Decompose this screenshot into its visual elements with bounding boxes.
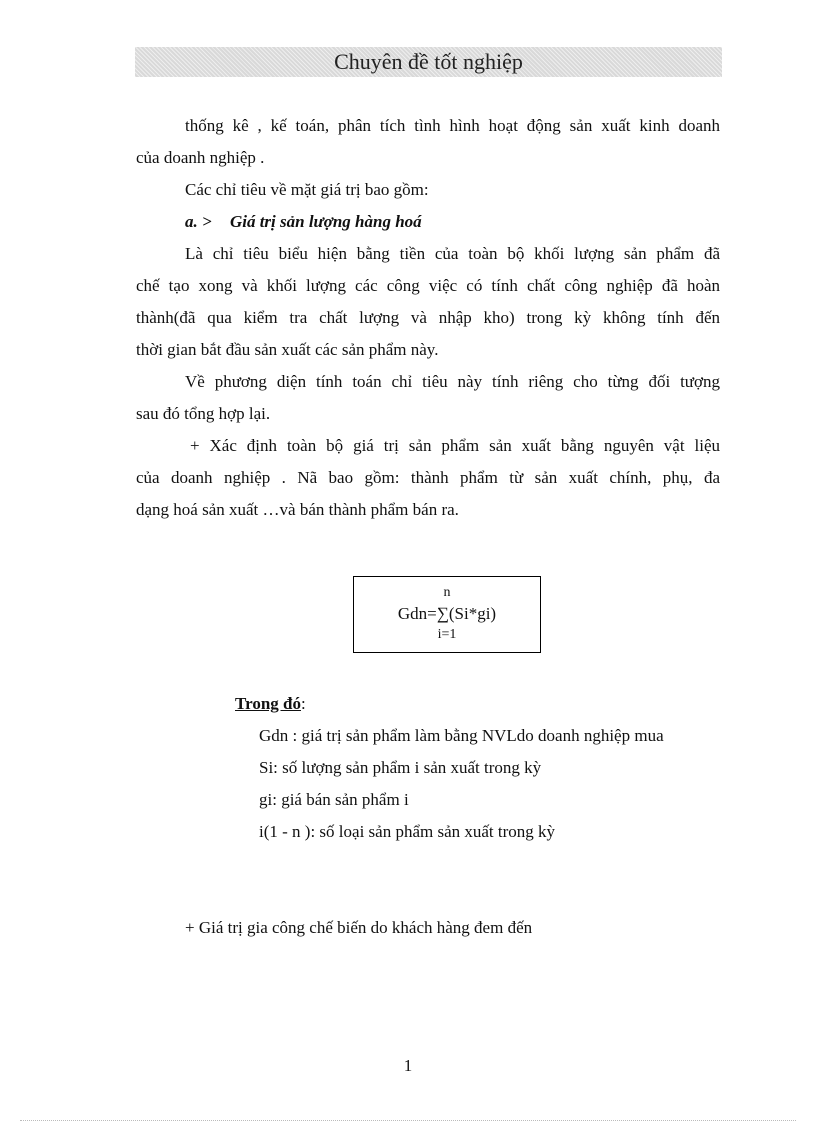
where-label: Trong đó: bbox=[235, 694, 306, 713]
paragraph-line: + Xác định toàn bộ giá trị sản phẩm sản xuất bằng nguyên vật liệu bbox=[190, 436, 720, 455]
heading-prefix: a. > bbox=[185, 212, 212, 231]
formula-box bbox=[353, 576, 541, 653]
paragraph-line: Các chỉ tiêu về mặt giá trị bao gồm: bbox=[185, 180, 429, 199]
paragraph-line: dạng hoá sản xuất …và bán thành phẩm bán ra. bbox=[136, 500, 459, 519]
definition-item: Si: số lượng sản phẩm i sản xuất trong kỳ bbox=[259, 758, 542, 777]
closing-line: + Giá trị gia công chế biến do khách hàng đem đến bbox=[185, 918, 533, 937]
page-header bbox=[135, 47, 722, 77]
paragraph-line: của doanh nghiệp . Nã bao gồm: thành phẩm từ sản xuất chính, phụ, đa bbox=[136, 468, 720, 487]
paragraph-line: thống kê , kế toán, phân tích tình hình hoạt động sản xuất kinh doanh bbox=[185, 116, 720, 135]
definition-item: Gdn : giá trị sản phẩm làm bằng NVLdo doanh nghiệp mua bbox=[259, 726, 664, 745]
header-title: Chuyên đề tốt nghiệp bbox=[334, 49, 523, 74]
page-border-dots bbox=[20, 1120, 796, 1121]
formula-expression: Gdn=∑(Si*gi) bbox=[397, 604, 497, 623]
definition-item: i(1 - n ): số loại sản phẩm sản xuất trong kỳ bbox=[259, 822, 556, 841]
paragraph-line: sau đó tổng hợp lại. bbox=[136, 404, 271, 423]
formula-lower-limit: i=1 bbox=[437, 627, 457, 642]
where-label-text: Trong đó bbox=[235, 694, 301, 713]
section-heading bbox=[185, 212, 720, 232]
paragraph-line: Về phương diện tính toán chỉ tiêu này tính riêng cho từng đối tượng bbox=[185, 372, 720, 391]
formula-upper-limit: n bbox=[443, 585, 451, 600]
page-number: 1 bbox=[403, 1056, 413, 1075]
paragraph-line: thời gian bắt đầu sản xuất các sản phẩm này. bbox=[136, 340, 439, 359]
paragraph-line: Là chỉ tiêu biểu hiện bằng tiền của toàn bộ khối lượng sản phẩm đã bbox=[185, 244, 720, 263]
heading-text: Giá trị sản lượng hàng hoá bbox=[229, 212, 422, 231]
paragraph-line: chế tạo xong và khối lượng các công việc có tính chất công nghiệp đã hoàn bbox=[136, 276, 720, 295]
paragraph-line: của doanh nghiệp . bbox=[136, 148, 265, 167]
paragraph-line: thành(đã qua kiểm tra chất lượng và nhập kho) trong kỳ không tính đến bbox=[136, 308, 720, 327]
definition-item: gi: giá bán sản phẩm i bbox=[259, 790, 409, 809]
